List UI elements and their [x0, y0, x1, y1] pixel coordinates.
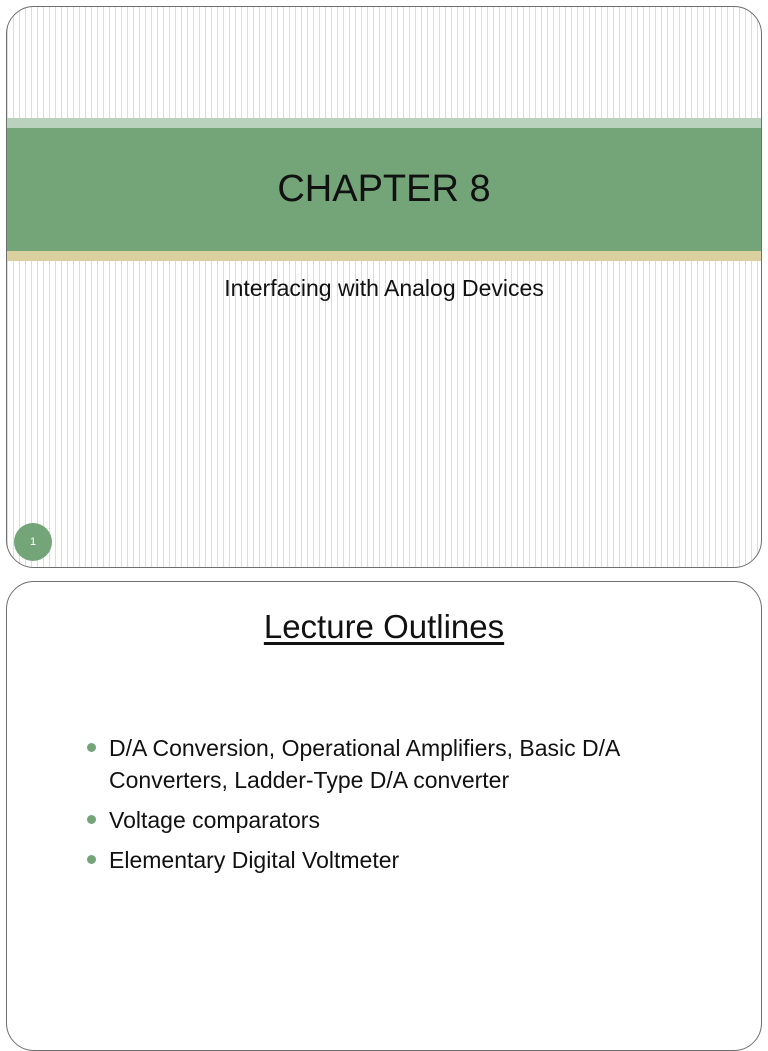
slide-title: CHAPTER 8	[277, 168, 491, 210]
list-item	[85, 804, 685, 836]
list-item-text: Voltage comparators	[109, 807, 320, 833]
bullet-dot-icon	[87, 815, 96, 824]
outline-list	[85, 732, 685, 884]
slide-subtitle: Interfacing with Analog Devices	[224, 275, 544, 301]
slide-1	[6, 6, 762, 568]
title-band-top-stripe	[7, 118, 761, 128]
slide-heading: Lecture Outlines	[263, 608, 505, 645]
bullet-dot-icon	[87, 855, 96, 864]
slide-2	[6, 581, 762, 1051]
list-item-text: D/A Conversion, Operational Amplifiers, Basic D/A Converters, Ladder-Type D/A converter	[109, 735, 620, 793]
title-band	[7, 128, 761, 251]
slide-number: 1	[29, 536, 37, 548]
title-band-bottom-stripe	[7, 251, 761, 261]
list-item-text: Elementary Digital Voltmeter	[109, 847, 400, 873]
list-item	[85, 844, 685, 876]
list-item	[85, 732, 685, 796]
bullet-dot-icon	[87, 743, 96, 752]
slide-number-badge	[14, 523, 52, 561]
